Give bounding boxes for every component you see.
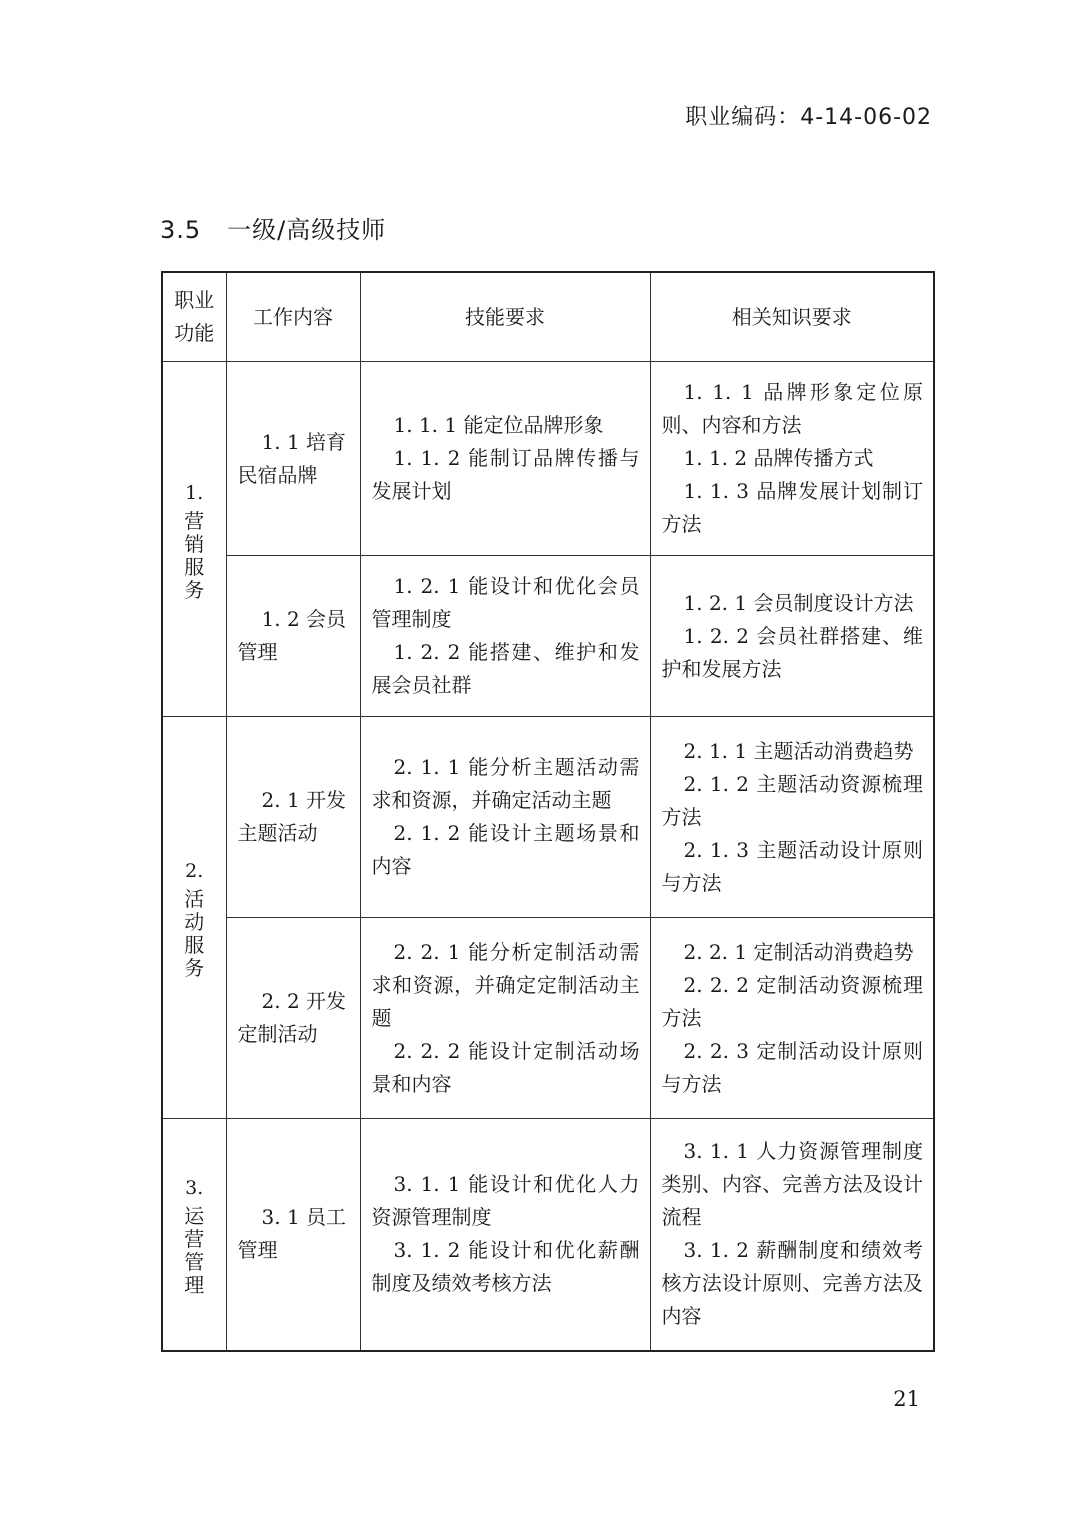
page-number: 21 [893,1387,920,1411]
content-cell [226,918,360,1119]
skill-item: 1. 1. 1 能定位品牌形象 [393,413,604,437]
function-cell-operations [162,1119,226,1351]
content-cell [226,717,360,918]
header-function-line2: 功能 [174,321,215,345]
header-knowledge: 相关知识要求 [650,272,934,362]
header-skill: 技能要求 [360,272,650,362]
skill-item: 1. 2. 1 能设计和优化会员管理制度 [371,574,640,631]
skill-item: 1. 2. 2 能搭建、维护和发展会员社群 [371,640,640,697]
knowledge-item: 2. 1. 2 主题活动资源梳理方法 [661,771,923,829]
content-text: 2. 1 开发主题活动 [237,788,347,845]
skill-cell [360,918,650,1119]
section-number: 3.5 [160,216,202,244]
function-cell-activity [162,717,226,1119]
table-row [162,362,934,556]
skill-item: 2. 2. 2 能设计定制活动场景和内容 [371,1038,640,1096]
skill-item: 2. 2. 1 能分析定制活动需求和资源，并确定定制活动主题 [371,939,640,1030]
knowledge-cell [650,918,934,1119]
knowledge-item: 1. 1. 1 品牌形象定位原则、内容和方法 [661,380,923,437]
content-cell [226,362,360,556]
knowledge-item: 2. 1. 1 主题活动消费趋势 [683,738,914,763]
table-row [162,717,934,918]
function-name: 营销服务 [184,508,205,602]
knowledge-cell [650,556,934,717]
knowledge-item: 2. 2. 3 定制活动设计原则与方法 [661,1038,923,1096]
skill-cell [360,717,650,918]
table-row [162,1119,934,1351]
knowledge-item: 3. 1. 2 薪酬制度和绩效考核方法设计原则、完善方法及内容 [661,1238,923,1329]
knowledge-cell [650,1119,934,1351]
section-title: 一级/高级技师 [227,216,387,244]
knowledge-cell [650,717,934,918]
content-text: 2. 2 开发定制活动 [237,989,347,1046]
content-text: 1. 1 培育民宿品牌 [237,429,347,487]
content-text: 1. 2 会员管理 [237,607,347,664]
knowledge-item: 1. 2. 2 会员社群搭建、维护和发展方法 [661,623,923,681]
header-content: 工作内容 [226,272,360,362]
skill-item: 2. 1. 1 能分析主题活动需求和资源，并确定活动主题 [371,755,640,812]
function-number: 2. [185,860,204,882]
header-function-line1: 职业 [174,288,215,312]
function-number: 3. [185,1176,204,1199]
knowledge-item: 2. 1. 3 主题活动设计原则与方法 [661,837,923,895]
knowledge-item: 2. 2. 2 定制活动资源梳理方法 [661,972,923,1030]
header-function [162,272,226,362]
skill-cell [360,1119,650,1351]
content-text: 3. 1 员工管理 [237,1205,347,1263]
skill-item: 2. 1. 2 能设计主题场景和内容 [371,821,640,878]
knowledge-cell [650,362,934,556]
knowledge-item: 1. 1. 2 品牌传播方式 [683,446,874,470]
knowledge-item: 1. 1. 3 品牌发展计划制订方法 [661,479,923,536]
knowledge-item: 1. 2. 1 会员制度设计方法 [683,590,914,615]
function-name: 活动服务 [184,887,205,980]
skill-cell [360,556,650,717]
skill-item: 3. 1. 2 能设计和优化薪酬制度及绩效考核方法 [371,1238,640,1296]
occupation-code: 职业编码：4-14-06-02 [685,105,932,130]
function-cell-marketing [162,362,226,717]
skills-table [161,271,935,1352]
skill-item: 1. 1. 2 能制订品牌传播与发展计划 [371,446,640,503]
knowledge-item: 3. 1. 1 人力资源管理制度类别、内容、完善方法及设计流程 [661,1139,923,1230]
table-row [162,918,934,1119]
function-name: 运营管理 [184,1203,205,1297]
content-cell [226,1119,360,1351]
function-number: 1. [185,481,204,504]
skill-cell [360,362,650,556]
content-cell [226,556,360,717]
section-heading [160,210,386,245]
table-row [162,556,934,717]
skill-item: 3. 1. 1 能设计和优化人力资源管理制度 [371,1172,640,1230]
knowledge-item: 2. 2. 1 定制活动消费趋势 [683,939,914,964]
table-header-row [162,272,934,362]
